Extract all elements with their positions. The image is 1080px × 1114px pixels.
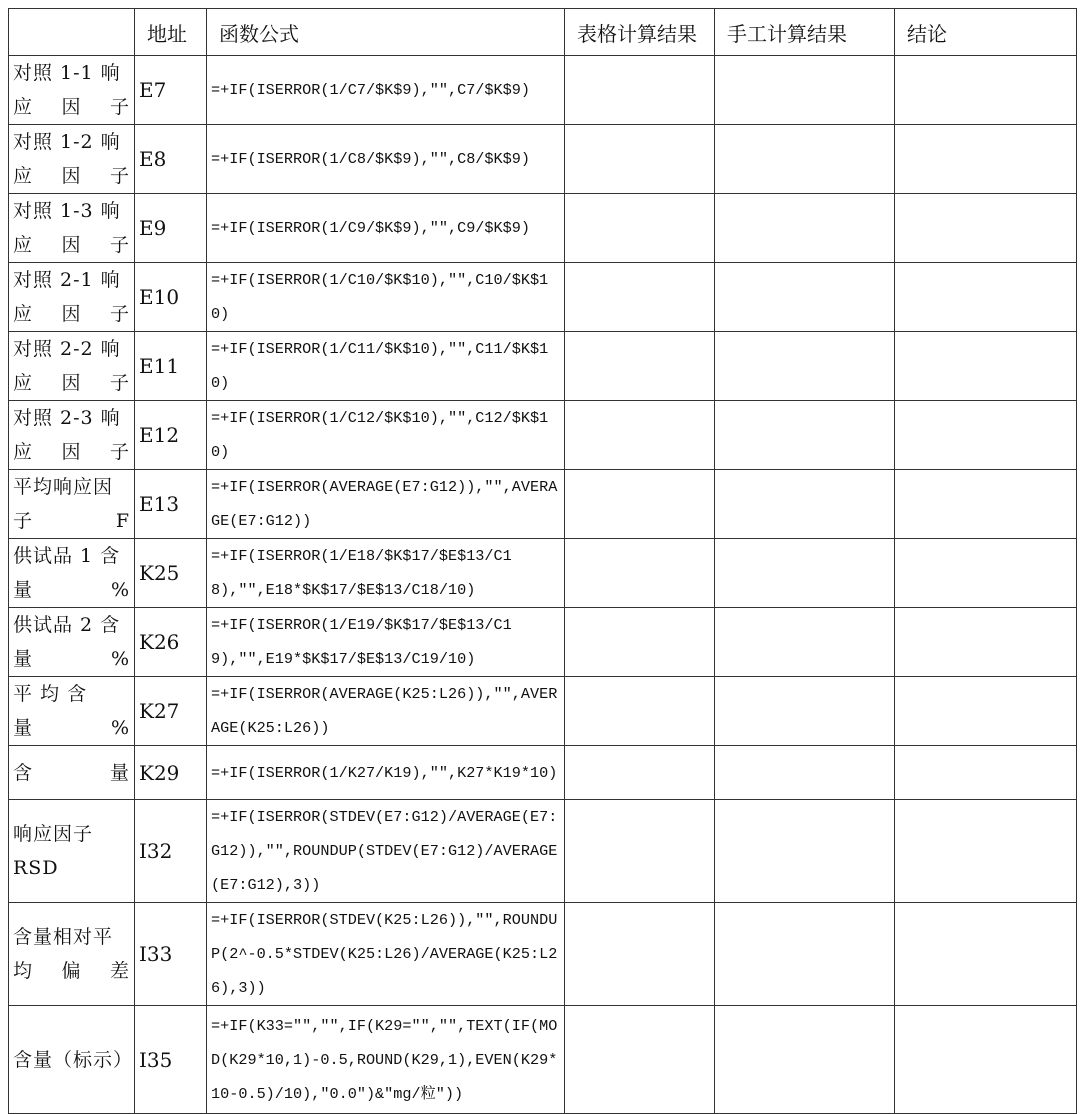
conclusion-cell [895,746,1077,800]
manual-result-cell [715,539,895,608]
conclusion-cell [895,470,1077,539]
table-result-cell [565,125,715,194]
table-row [9,608,1077,677]
formula-cell: =+IF(ISERROR(1/C9/$K$9),"",C9/$K$9) [207,194,565,263]
address-cell: I32 [135,800,207,903]
conclusion-cell [895,608,1077,677]
conclusion-cell [895,56,1077,125]
table-row [9,800,1077,903]
address-cell: I33 [135,903,207,1006]
table-result-cell [565,608,715,677]
table-row [9,470,1077,539]
address-cell: K25 [135,539,207,608]
manual-result-cell [715,332,895,401]
conclusion-cell [895,1006,1077,1114]
item-name-cell: 对照 2-3 响应因子 [9,401,135,470]
item-name-cell: 对照 1-1 响应因子 [9,56,135,125]
table-row [9,332,1077,401]
table-result-cell [565,332,715,401]
table-row [9,903,1077,1006]
item-name-cell: 对照 1-3 响应因子 [9,194,135,263]
manual-result-cell [715,263,895,332]
table-result-cell [565,746,715,800]
manual-result-cell [715,800,895,903]
formula-cell: =+IF(ISERROR(STDEV(E7:G12)/AVERAGE(E7:G12)),"",ROUNDUP(STDEV(E7:G12)/AVERAGE(E7:G12),3)) [207,800,565,903]
table-row [9,56,1077,125]
manual-result-cell [715,903,895,1006]
header-manual-result: 手工计算结果 [715,9,895,56]
formula-cell: =+IF(ISERROR(1/C12/$K$10),"",C12/$K$10) [207,401,565,470]
address-cell: E7 [135,56,207,125]
formula-check-table [8,8,1077,1114]
address-cell: K27 [135,677,207,746]
manual-result-cell [715,401,895,470]
item-name-cell: 对照 1-2 响应因子 [9,125,135,194]
address-cell: E12 [135,401,207,470]
item-name-cell: 平 均 含 量% [9,677,135,746]
table-header-row [9,9,1077,56]
table-result-cell [565,56,715,125]
table-result-cell [565,1006,715,1114]
table-result-cell [565,470,715,539]
address-cell: E13 [135,470,207,539]
header-table-result: 表格计算结果 [565,9,715,56]
address-cell: K29 [135,746,207,800]
table-result-cell [565,194,715,263]
formula-cell: =+IF(ISERROR(1/C11/$K$10),"",C11/$K$10) [207,332,565,401]
address-cell: I35 [135,1006,207,1114]
conclusion-cell [895,677,1077,746]
table-result-cell [565,677,715,746]
item-name-cell: 平均响应因子F [9,470,135,539]
address-cell: E8 [135,125,207,194]
table-result-cell [565,263,715,332]
table-row [9,194,1077,263]
manual-result-cell [715,125,895,194]
formula-cell: =+IF(ISERROR(1/C8/$K$9),"",C8/$K$9) [207,125,565,194]
item-name-cell: 供试品 2 含量% [9,608,135,677]
manual-result-cell [715,56,895,125]
address-cell: E10 [135,263,207,332]
manual-result-cell [715,194,895,263]
item-name-cell: 含量相对平均偏差 [9,903,135,1006]
manual-result-cell [715,677,895,746]
item-name-cell: 供试品 1 含量% [9,539,135,608]
header-item [9,9,135,56]
address-cell: E9 [135,194,207,263]
conclusion-cell [895,800,1077,903]
table-row [9,401,1077,470]
item-name-cell: 对照 2-2 响应因子 [9,332,135,401]
formula-cell: =+IF(ISERROR(1/E18/$K$17/$E$13/C18),"",E18*$K$17/$E$13/C18/10) [207,539,565,608]
item-name-cell: 含量（标示） [9,1006,135,1114]
conclusion-cell [895,539,1077,608]
table-row [9,263,1077,332]
table-result-cell [565,800,715,903]
table-row [9,1006,1077,1114]
header-conclusion: 结论 [895,9,1077,56]
table-result-cell [565,539,715,608]
address-cell: E11 [135,332,207,401]
header-address: 地址 [135,9,207,56]
manual-result-cell [715,470,895,539]
formula-cell: =+IF(ISERROR(AVERAGE(E7:G12)),"",AVERAGE(E7:G12)) [207,470,565,539]
manual-result-cell [715,608,895,677]
formula-cell: =+IF(ISERROR(1/C7/$K$9),"",C7/$K$9) [207,56,565,125]
item-name-cell: 对照 2-1 响应因子 [9,263,135,332]
formula-cell: =+IF(ISERROR(STDEV(K25:L26)),"",ROUNDUP(2^-0.5*STDEV(K25:L26)/AVERAGE(K25:L26),3)) [207,903,565,1006]
conclusion-cell [895,903,1077,1006]
manual-result-cell [715,1006,895,1114]
table-row [9,125,1077,194]
table-row [9,677,1077,746]
item-name-cell: 响应因子 RSD [9,800,135,903]
conclusion-cell [895,332,1077,401]
conclusion-cell [895,263,1077,332]
address-cell: K26 [135,608,207,677]
table-row [9,746,1077,800]
formula-cell: =+IF(ISERROR(AVERAGE(K25:L26)),"",AVERAGE(K25:L26)) [207,677,565,746]
formula-cell: =+IF(ISERROR(1/E19/$K$17/$E$13/C19),"",E19*$K$17/$E$13/C19/10) [207,608,565,677]
item-name-cell: 含量 [9,746,135,800]
table-body [9,56,1077,1114]
table-row [9,539,1077,608]
conclusion-cell [895,401,1077,470]
conclusion-cell [895,194,1077,263]
header-formula: 函数公式 [207,9,565,56]
manual-result-cell [715,746,895,800]
formula-cell: =+IF(ISERROR(1/C10/$K$10),"",C10/$K$10) [207,263,565,332]
conclusion-cell [895,125,1077,194]
formula-cell: =+IF(ISERROR(1/K27/K19),"",K27*K19*10) [207,746,565,800]
table-result-cell [565,401,715,470]
table-result-cell [565,903,715,1006]
formula-cell: =+IF(K33="","",IF(K29="","",TEXT(IF(MOD(K29*10,1)-0.5,ROUND(K29,1),EVEN(K29*10-0.5)/10),"0.0")&"mg/粒")) [207,1006,565,1114]
